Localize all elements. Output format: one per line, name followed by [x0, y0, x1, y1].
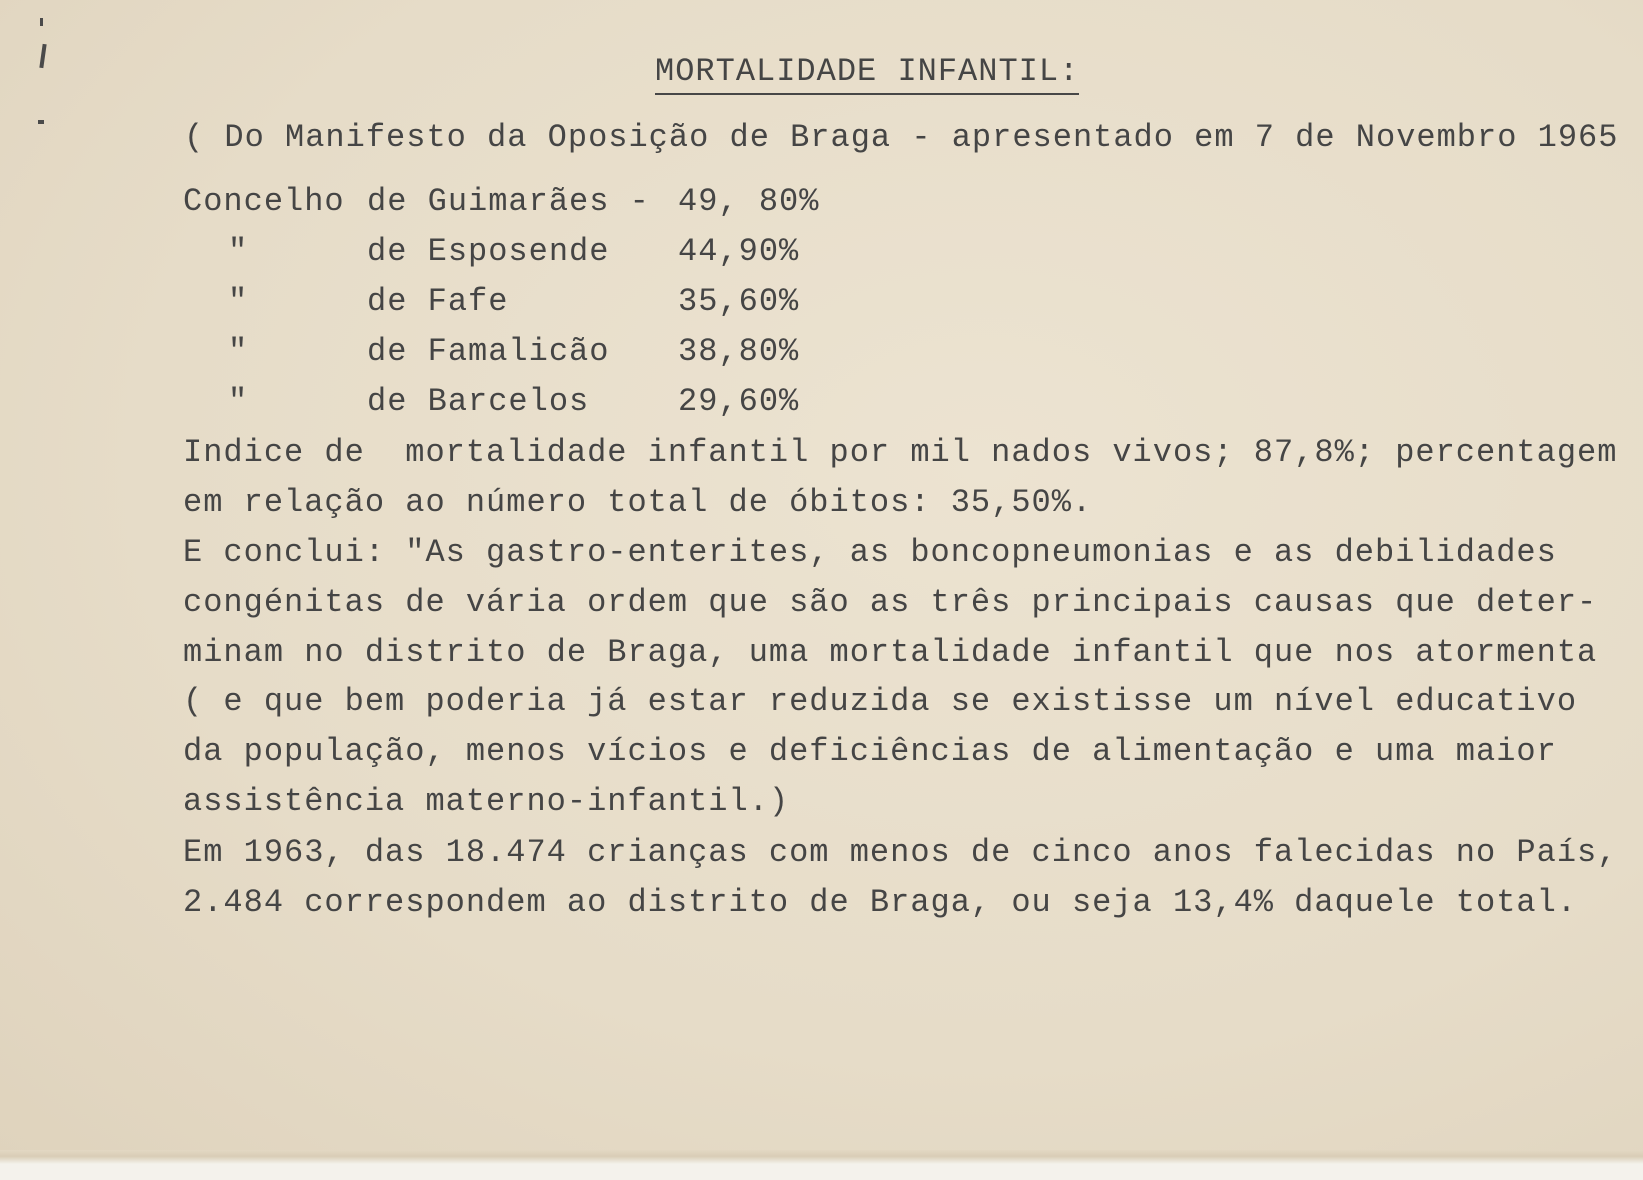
body-line: congénitas de vária ordem que são as três principais causas que deter- [183, 584, 1598, 621]
municipality-name: de Esposende [367, 233, 610, 270]
municipality-name: de Guimarães - [367, 183, 650, 220]
municipality-prefix: " [228, 383, 249, 420]
municipality-value: 35,60% [678, 283, 800, 320]
municipality-prefix: " [228, 233, 249, 270]
body-line: assistência materno-infantil.) [183, 783, 790, 820]
body-line: Indice de mortalidade infantil por mil nados vivos; 87,8%; percentagem [183, 434, 1618, 471]
subtitle: ( Do Manifesto da Oposição de Braga - apresentado em 7 de Novembro 1965 [184, 119, 1619, 156]
municipality-prefix: " [228, 283, 249, 320]
municipality-value: 44,90% [678, 233, 800, 270]
body-line: 2.484 correspondem ao distrito de Braga, ou seja 13,4% daquele total. [183, 884, 1578, 921]
municipality-prefix: Concelho [183, 183, 345, 220]
document-title: MORTALIDADE INFANTIL: [655, 54, 1079, 95]
municipality-prefix: " [228, 333, 249, 370]
municipality-value: 29,60% [678, 383, 800, 420]
body-line: da população, menos vícios e deficiências de alimentação e uma maior [183, 733, 1557, 770]
body-line: ( e que bem poderia já estar reduzida se existisse um nível educativo [183, 683, 1578, 720]
municipality-value: 49, 80% [678, 183, 820, 220]
punch-mark [38, 120, 44, 124]
municipality-name: de Famalicão [367, 333, 610, 370]
municipality-name: de Barcelos [367, 383, 590, 420]
body-line: Em 1963, das 18.474 crianças com menos de cinco anos falecidas no País, [183, 834, 1618, 871]
body-line: em relação ao número total de óbitos: 35,50%. [183, 484, 1093, 521]
municipality-name: de Fafe [367, 283, 509, 320]
body-line: minam no distrito de Braga, uma mortalidade infantil que nos atormenta [183, 634, 1598, 671]
torn-edge [0, 1150, 1643, 1164]
punch-mark [39, 44, 46, 68]
punch-mark [40, 18, 43, 26]
municipality-value: 38,80% [678, 333, 800, 370]
body-line: E conclui: "As gastro-enterites, as boncopneumonias e as debilidades [183, 534, 1557, 571]
